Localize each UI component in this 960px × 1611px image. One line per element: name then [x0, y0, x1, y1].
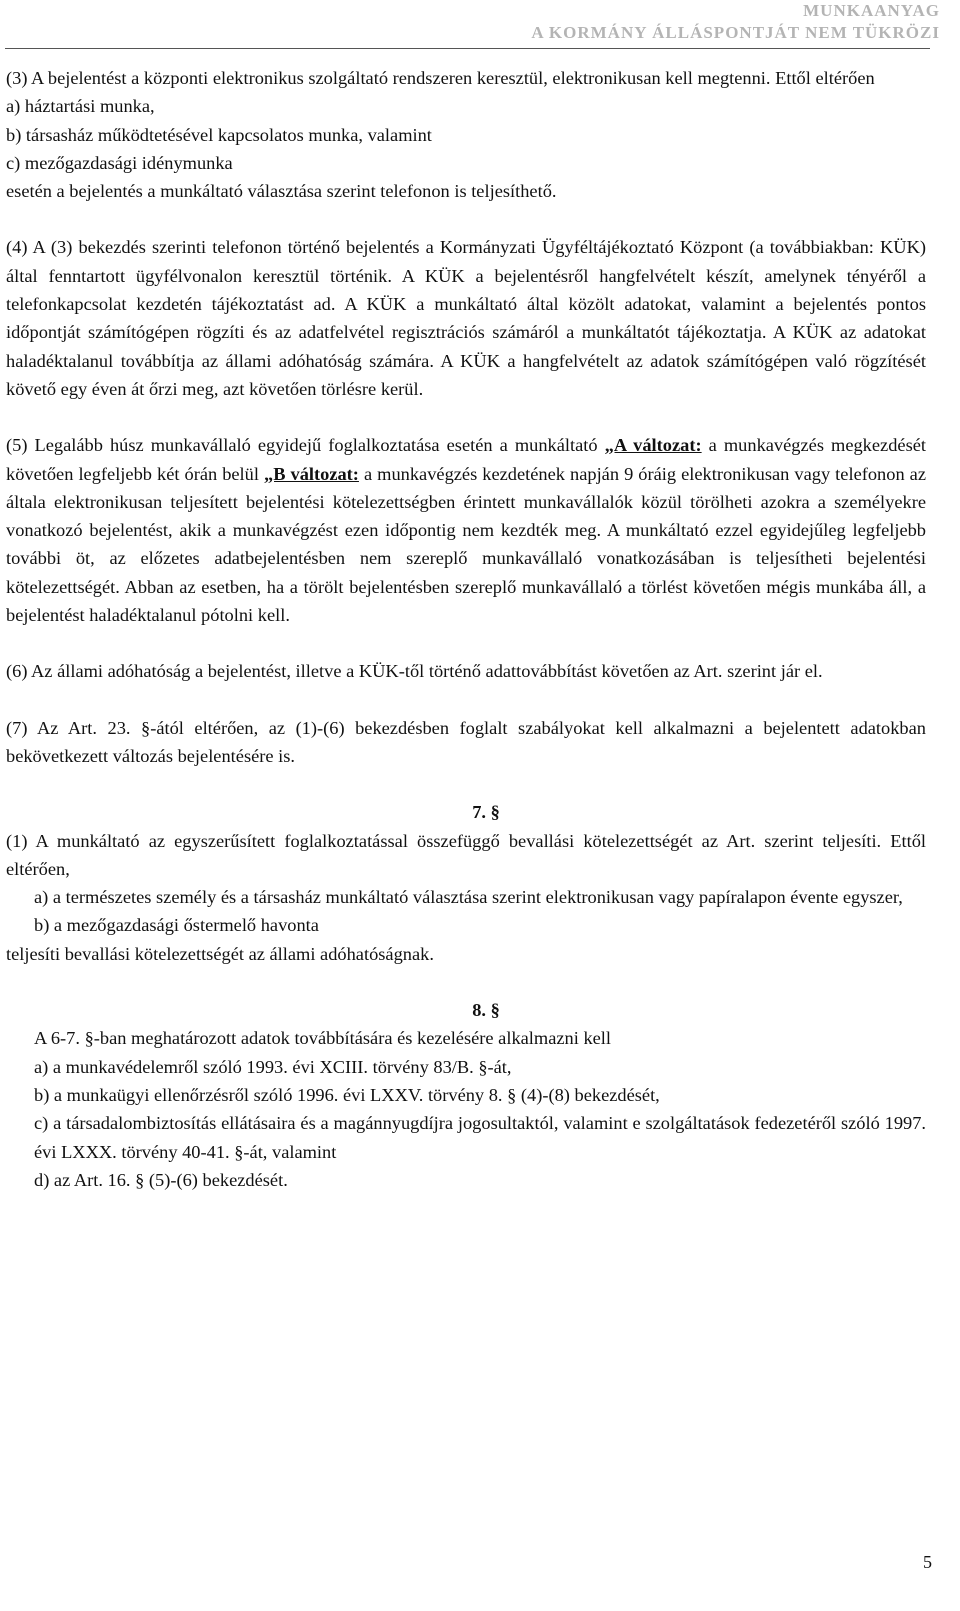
section-8-item-c: c) a társadalombiztosítás ellátásaira és a magánnyugdíjra jogosultaktól, valamint e szolgáltatások fedezetéről szóló 1997. évi LXXX. törvény 40-41. §-át, valamint	[34, 1113, 926, 1162]
section-8-title: 8. §	[472, 1000, 500, 1021]
paragraph-7: (7) Az Art. 23. §-ától eltérően, az (1)-(6) bekezdésben foglalt szabályokat kell alkalmazni a bejelentett adatokban bekövetkezett változás bejelentésére is.	[6, 717, 926, 766]
section-7-paragraph-1: (1) A munkáltató az egyszerűsített foglalkoztatással összefüggő bevallási kötelezettségét az Art. szerint teljesíti. Ettől eltérően,	[6, 830, 926, 879]
paragraph-5-part-2: a munkavégzés megkezdését követően legfeljebb két órán belül	[6, 435, 926, 484]
paragraph-3-intro: (3) A bejelentést a központi elektronikus szolgáltató rendszeren keresztül, elektronikusan kell megtenni. Ettől eltérően	[6, 68, 875, 88]
variant-b-label: „B változat:	[264, 463, 359, 484]
paragraph-6: (6) Az állami adóhatóság a bejelentést, illetve a KÜK-től történő adattovábbítást követően az Art. szerint jár el.	[6, 661, 823, 682]
header-line-2: A KORMÁNY ÁLLÁSPONTJÁT NEM TÜKRÖZI	[531, 23, 940, 42]
section-8	[6, 996, 926, 1194]
paragraph-3-item-c: c) mezőgazdasági idénymunka	[6, 152, 233, 173]
paragraph-3-item-b: b) társasház működtetésével kapcsolatos munka, valamint	[6, 124, 432, 145]
section-7-title: 7. §	[472, 802, 500, 823]
header-line-1: MUNKAANYAG	[803, 1, 940, 20]
paragraph-5-part-3: a munkavégzés kezdetének napján 9 óráig elektronikusan vagy telefonon az általa elektronikusan teljesített bejelentési kötelezettségben érintett munkavállalók közül törölheti azokra a személyekre vonatkozó bejelentést, akik a munkavégzést ezen időpontig nem kezdték meg. A munkáltató ezzel egyidejűleg legfeljebb további öt, az előzetes adatbejelentésben nem szereplő munkavállaló vonatkozásában is teljesítheti bejelentési kötelezettségét. Abban az esetben, ha a törölt bejelentésben szereplő munkavállaló a törlést követően mégis munkába áll, a bejelentést haladéktalanul pótolni kell.	[6, 463, 926, 626]
section-7-item-a: a) a természetes személy és a társasház munkáltató választása szerint elektronikusan vagy papíralapon évente egyszer,	[34, 887, 903, 908]
section-7-tail: teljesíti bevallási kötelezettségét az állami adóhatóságnak.	[6, 943, 434, 964]
draft-watermark-header	[380, 0, 940, 44]
paragraph-3-tail: esetén a bejelentés a munkáltató választása szerint telefonon is teljesíthető.	[6, 181, 557, 202]
paragraph-5-part-1: (5) Legalább húsz munkavállaló egyidejű foglalkoztatása esetén a munkáltató	[6, 435, 605, 456]
paragraph-3-item-a: a) háztartási munka,	[6, 96, 155, 117]
document-body	[6, 64, 926, 1222]
section-7-item-b: b) a mezőgazdasági őstermelő havonta	[34, 915, 319, 936]
section-8-item-b: b) a munkaügyi ellenőrzésről szóló 1996. évi LXXV. törvény 8. § (4)-(8) bekezdését,	[34, 1084, 660, 1105]
paragraph-5	[6, 431, 926, 629]
paragraph-4: (4) A (3) bekezdés szerinti telefonon történő bejelentés a Kormányzati Ügyféltájékoztató Központ (a továbbiakban: KÜK) által fenntartott ügyfélvonalon keresztül történik. A KÜK a bejelentésről hangfelvételt készít, amelynek tényéről a telefonkapcsolat kezdetén tájékoztatást ad. A KÜK a munkáltató által közölt adatokat, valamint a bejelentés pontos időpontját számítógépen rögzíti és az adatfelvétel regisztrációs számáról a munkáltatót tájékoztatja. A KÜK az adatokat haladéktalanul továbbítja az állami adóhatóság számára. A KÜK a hangfelvételt az adatok számítógépen való rögzítését követő egy éven át őrzi meg, azt követően törlésre kerül.	[6, 237, 926, 399]
header-divider	[5, 48, 930, 49]
variant-a-label: „A változat:	[604, 435, 702, 456]
page-number: 5	[923, 1552, 932, 1572]
section-8-item-a: a) a munkavédelemről szóló 1993. évi XCIII. törvény 83/B. §-át,	[34, 1056, 512, 1077]
section-7	[6, 798, 926, 968]
section-8-intro: A 6-7. §-ban meghatározott adatok továbbítására és kezelésére alkalmazni kell	[34, 1028, 612, 1049]
section-8-item-d: d) az Art. 16. § (5)-(6) bekezdését.	[34, 1169, 288, 1190]
paragraph-3	[6, 64, 926, 205]
